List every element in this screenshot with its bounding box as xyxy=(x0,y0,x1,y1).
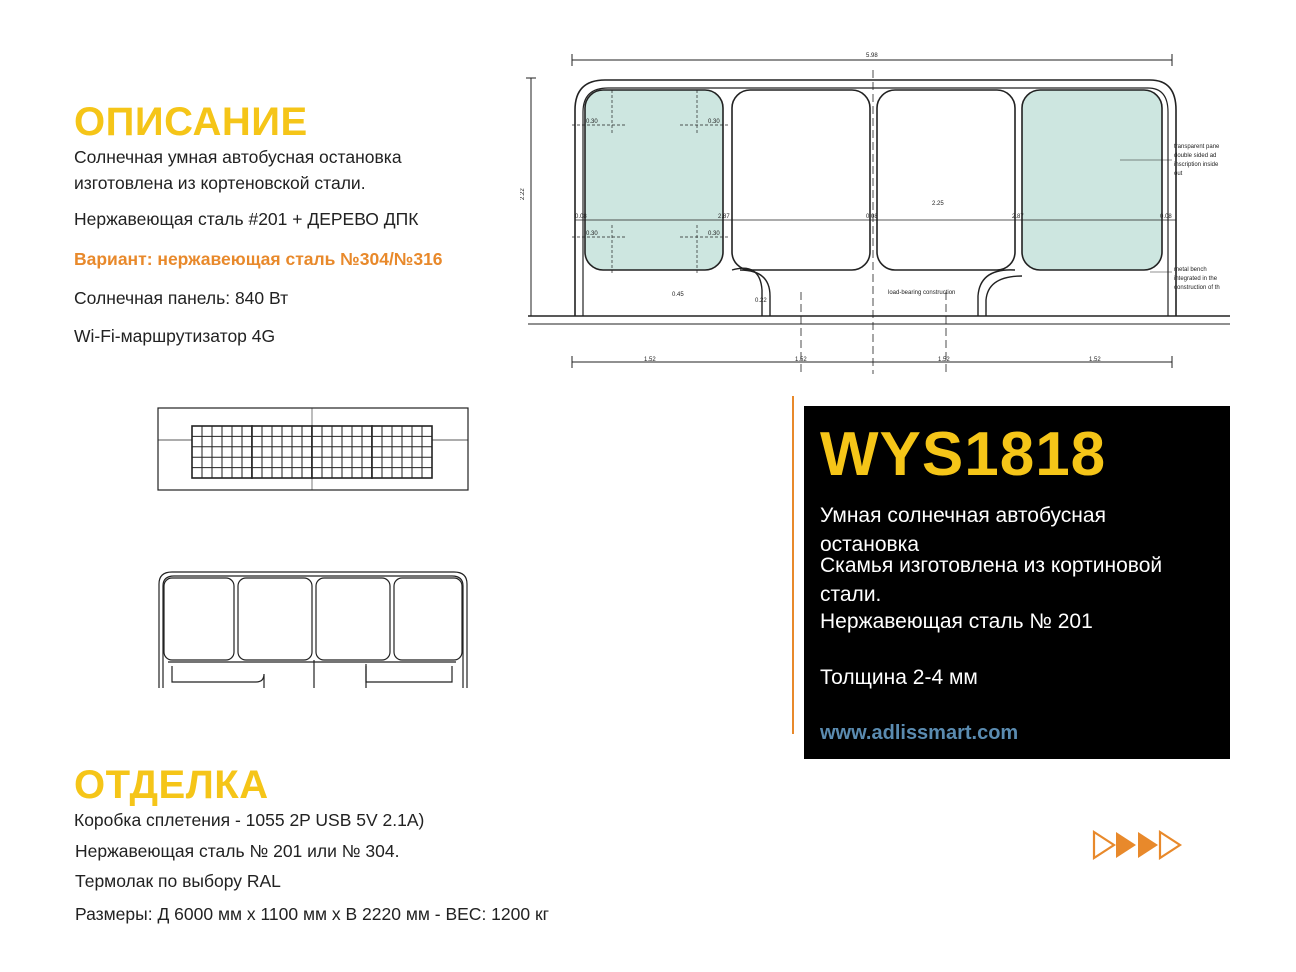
note-bench: construction of th xyxy=(1174,285,1220,291)
description-line-1: Солнечная умная автобусная остановка xyxy=(74,147,402,167)
finish-line-1: Коробка сплетения - 1055 2P USB 5V 2.1A) xyxy=(74,810,425,830)
dim-label: 1.52 xyxy=(795,357,807,363)
description-wifi: Wi-Fi-маршрутизатор 4G xyxy=(74,326,276,346)
dim-label: 1.52 xyxy=(938,357,950,363)
finish-line-2: Нержавеющая сталь № 201 или № 304. xyxy=(75,841,400,861)
play-arrows-icon xyxy=(1092,830,1184,860)
note-panel: out xyxy=(1174,171,1183,177)
note-bench: metal bench xyxy=(1174,267,1207,273)
dim-label: 0.22 xyxy=(755,298,767,304)
product-line-5: Нержавеющая сталь № 201 xyxy=(820,610,1093,633)
elevation-drawing xyxy=(520,44,1240,380)
note-panel: inscription inside xyxy=(1174,162,1219,168)
top-view-drawing xyxy=(156,406,472,494)
note-bench: integrated in the xyxy=(1174,276,1218,282)
product-thickness: Толщина 2-4 мм xyxy=(820,666,978,689)
glass-panel-left xyxy=(585,90,723,270)
note-load: load-bearing construction xyxy=(888,290,956,296)
model-number: WYS1818 xyxy=(820,420,1107,489)
dim-label: 1.52 xyxy=(644,357,656,363)
dim-label: 0.08 xyxy=(1160,214,1172,220)
note-panel: transparent pane xyxy=(1174,144,1220,150)
dim-label: 0.08 xyxy=(575,214,587,220)
description-solar: Солнечная панель: 840 Вт xyxy=(74,288,289,308)
dim-label: 0.45 xyxy=(672,292,684,298)
dim-height: 2.22 xyxy=(520,188,526,200)
dim-label: 1.52 xyxy=(1089,357,1101,363)
front-view-drawing xyxy=(156,568,472,692)
dim-label: 2.87 xyxy=(718,214,730,220)
description-variant: Вариант: нержавеющая сталь №304/№316 xyxy=(74,249,443,269)
product-panel xyxy=(804,406,1230,759)
accent-divider xyxy=(792,396,794,734)
product-line-1: Умная солнечная автобусная xyxy=(820,504,1106,527)
product-line-3: Скамья изготовлена из кортиновой xyxy=(820,554,1163,577)
glass-panel-right xyxy=(1022,90,1162,270)
dim-label: 2.25 xyxy=(932,201,944,207)
dim-label: 0.08 xyxy=(866,214,878,220)
finish-line-3: Термолак по выбору RAL xyxy=(75,871,281,891)
note-panel: double sided ad xyxy=(1174,153,1217,159)
dim-label: 2.87 xyxy=(1012,214,1024,220)
dim-label: 0.30 xyxy=(708,119,720,125)
description-heading: ОПИСАНИЕ xyxy=(74,100,308,144)
dim-label: 0.30 xyxy=(586,119,598,125)
description-line-2: изготовлена из кортеновской стали. xyxy=(74,173,366,193)
website-link[interactable]: www.adlissmart.com xyxy=(820,722,1019,744)
description-material: Нержавеющая сталь #201 + ДЕРЕВО ДПК xyxy=(74,209,419,229)
product-line-2: остановка xyxy=(820,533,920,556)
dim-label: 0.30 xyxy=(586,231,598,237)
finish-dimensions: Размеры: Д 6000 мм x 1100 мм x В 2220 мм - ВЕС: 1200 кг xyxy=(75,904,550,924)
dim-total-width: 5.98 xyxy=(866,53,878,59)
finish-heading: ОТДЕЛКА xyxy=(74,763,269,807)
product-line-4: стали. xyxy=(820,583,882,606)
dim-label: 0.30 xyxy=(708,231,720,237)
